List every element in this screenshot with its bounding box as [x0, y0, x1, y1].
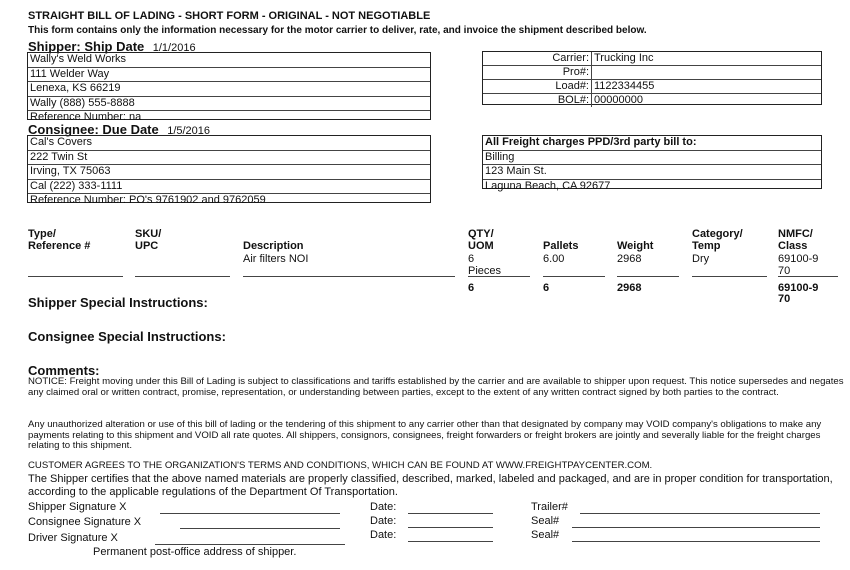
total-weight: 2968	[617, 282, 642, 294]
item-qty: 6	[468, 253, 475, 265]
item-category: Dry	[692, 253, 710, 265]
due-date-value: 1/5/2016	[167, 125, 211, 137]
load-value: 1122334455	[594, 80, 655, 92]
billing-box	[482, 135, 822, 192]
seal-line[interactable]	[572, 541, 820, 542]
col-header-line: NMFC/	[778, 228, 813, 240]
shipper-line: 111 Welder Way	[28, 68, 430, 83]
col-header-line: Category/	[692, 228, 743, 240]
row-underline	[468, 276, 530, 277]
item-description: Air filters NOI	[243, 253, 309, 265]
row-underline	[135, 276, 230, 277]
consignee-line: Reference Number: PO's 9761902 and 9762059	[30, 194, 266, 206]
col-header-line: Temp	[692, 240, 721, 252]
pro-label: Pro#:	[483, 66, 592, 79]
consignee-special-instructions: Consignee Special Instructions:	[28, 329, 226, 344]
item-uom: Pieces	[468, 265, 502, 277]
date-line[interactable]	[408, 541, 493, 542]
row-underline	[543, 276, 605, 277]
agreement-paragraph: CUSTOMER AGREES TO THE ORGANIZATION'S TERMS AND CONDITIONS, WHICH CAN BE FOUND AT WWW.FREIGHTPAYCENTER.COM.	[28, 460, 653, 471]
consignee-box	[27, 135, 431, 206]
consignee-heading-label: Consignee: Due Date	[28, 122, 159, 137]
date-label: Date:	[370, 501, 397, 513]
col-header-category	[692, 228, 743, 252]
col-header-line: Description	[243, 240, 304, 252]
consignee-signature-label: Consignee Signature X	[28, 516, 142, 528]
permanent-address-note: Permanent post-office address of shipper.	[93, 546, 297, 558]
col-header-line: SKU/	[135, 228, 162, 240]
col-header-line: Weight	[617, 240, 654, 252]
col-header-qty	[468, 228, 494, 252]
certification-paragraph: The Shipper certifies that the above named materials are properly classified, described, marked, labeled and packaged, and are in proper condition for transportation, according to the applicable regulations of the Department Of Transportation.	[28, 473, 833, 498]
date-line[interactable]	[408, 513, 493, 514]
item-pallets: 6.00	[543, 253, 565, 265]
shipper-signature-label: Shipper Signature X	[28, 501, 127, 513]
billing-heading: All Freight charges PPD/3rd party bill to:	[483, 136, 821, 151]
col-header-description	[243, 240, 304, 252]
carrier-box	[482, 51, 822, 105]
comments-heading: Comments:	[28, 363, 100, 378]
document-subtitle: This form contains only the information necessary for the motor carrier to deliver, rate, and invoice the shipment described below.	[28, 25, 647, 36]
consignee-line: Cal (222) 333-1111	[28, 180, 430, 195]
col-header-line: UOM	[468, 240, 494, 252]
col-header-line: Pallets	[543, 240, 579, 252]
total-qty: 6	[468, 282, 475, 294]
carrier-label: Carrier:	[483, 52, 592, 65]
row-underline	[28, 276, 123, 277]
bol-value: 00000000	[594, 94, 643, 106]
col-header-sku	[135, 228, 161, 252]
pro-value	[592, 66, 594, 79]
shipper-box	[27, 52, 431, 123]
total-nmfc: 69100-9	[778, 282, 819, 294]
col-header-line: UPC	[135, 240, 159, 252]
shipper-line: Lenexa, KS 66219	[28, 82, 430, 97]
col-header-line: Reference #	[28, 240, 91, 252]
total-nmfc-class: 70	[778, 293, 791, 305]
shipper-special-instructions: Shipper Special Instructions:	[28, 295, 208, 310]
carrier-row	[483, 66, 821, 80]
col-header-line: QTY/	[468, 228, 494, 240]
item-nmfc-class: 70	[778, 265, 791, 277]
item-weight: 2968	[617, 253, 642, 265]
carrier-row	[483, 94, 821, 107]
carrier-value: Trucking Inc	[594, 52, 654, 64]
carrier-row	[483, 52, 821, 66]
row-underline	[617, 276, 679, 277]
alteration-paragraph: Any unauthorized alteration or use of this bill of lading or the tendering of this shipment to any carrier other than that designated by company may VOID company's obligations to make any payments relating to this shipment and VOID all rate quotes. All shippers, consignors, consignees, freight forwarders or freight brokers are jointly and severally liable for the freight charges relating to this shipment.	[28, 419, 822, 452]
row-underline	[778, 276, 838, 277]
shipper-line: Wally's Weld Works	[28, 53, 430, 68]
driver-signature-line[interactable]	[155, 544, 345, 545]
billing-line: Billing	[483, 151, 821, 166]
driver-signature-label: Driver Signature X	[28, 532, 118, 544]
col-header-line: Type/	[28, 228, 56, 240]
date-line[interactable]	[408, 527, 493, 528]
col-header-nmfc	[778, 228, 813, 252]
consignee-signature-line[interactable]	[180, 528, 340, 529]
date-label: Date:	[370, 515, 397, 527]
shipper-heading-label: Shipper: Ship Date	[28, 39, 145, 54]
load-label: Load#:	[483, 80, 592, 93]
bol-label: BOL#:	[483, 94, 592, 107]
consignee-line: Cal's Covers	[28, 136, 430, 151]
col-header-weight	[617, 240, 653, 252]
row-underline	[243, 276, 455, 277]
seal-label: Seal#	[531, 515, 560, 527]
ship-date-value: 1/1/2016	[152, 42, 196, 54]
shipper-signature-line[interactable]	[160, 513, 340, 514]
total-pallets: 6	[543, 282, 550, 294]
trailer-line[interactable]	[580, 513, 820, 514]
col-header-line: Class	[778, 240, 808, 252]
billing-line: 123 Main St.	[483, 165, 821, 180]
shipper-line: Reference Number: na	[30, 111, 142, 123]
trailer-label: Trailer#	[531, 501, 568, 513]
notice-paragraph: NOTICE: Freight moving under this Bill of Lading is subject to classifications and tariffs established by the carrier and are available to shipper upon request. This notice supersedes and negates any claimed oral or written contract, promise, representation, or understanding between parties, except to the extent of any written contract signed by both parties to the contract.	[28, 376, 844, 398]
seal-label: Seal#	[531, 529, 560, 541]
billing-line: Laguna Beach, CA 92677	[485, 179, 611, 192]
consignee-line: Irving, TX 75063	[28, 165, 430, 180]
seal-line[interactable]	[572, 527, 820, 528]
row-underline	[692, 276, 767, 277]
document-title: STRAIGHT BILL OF LADING - SHORT FORM - ORIGINAL - NOT NEGOTIABLE	[28, 10, 431, 22]
date-label: Date:	[370, 529, 397, 541]
item-nmfc: 69100-9	[778, 253, 819, 265]
carrier-row	[483, 80, 821, 94]
col-header-pallets	[543, 240, 578, 252]
consignee-line: 222 Twin St	[28, 151, 430, 166]
col-header-type	[28, 228, 90, 252]
shipper-line: Wally (888) 555-8888	[28, 97, 430, 112]
